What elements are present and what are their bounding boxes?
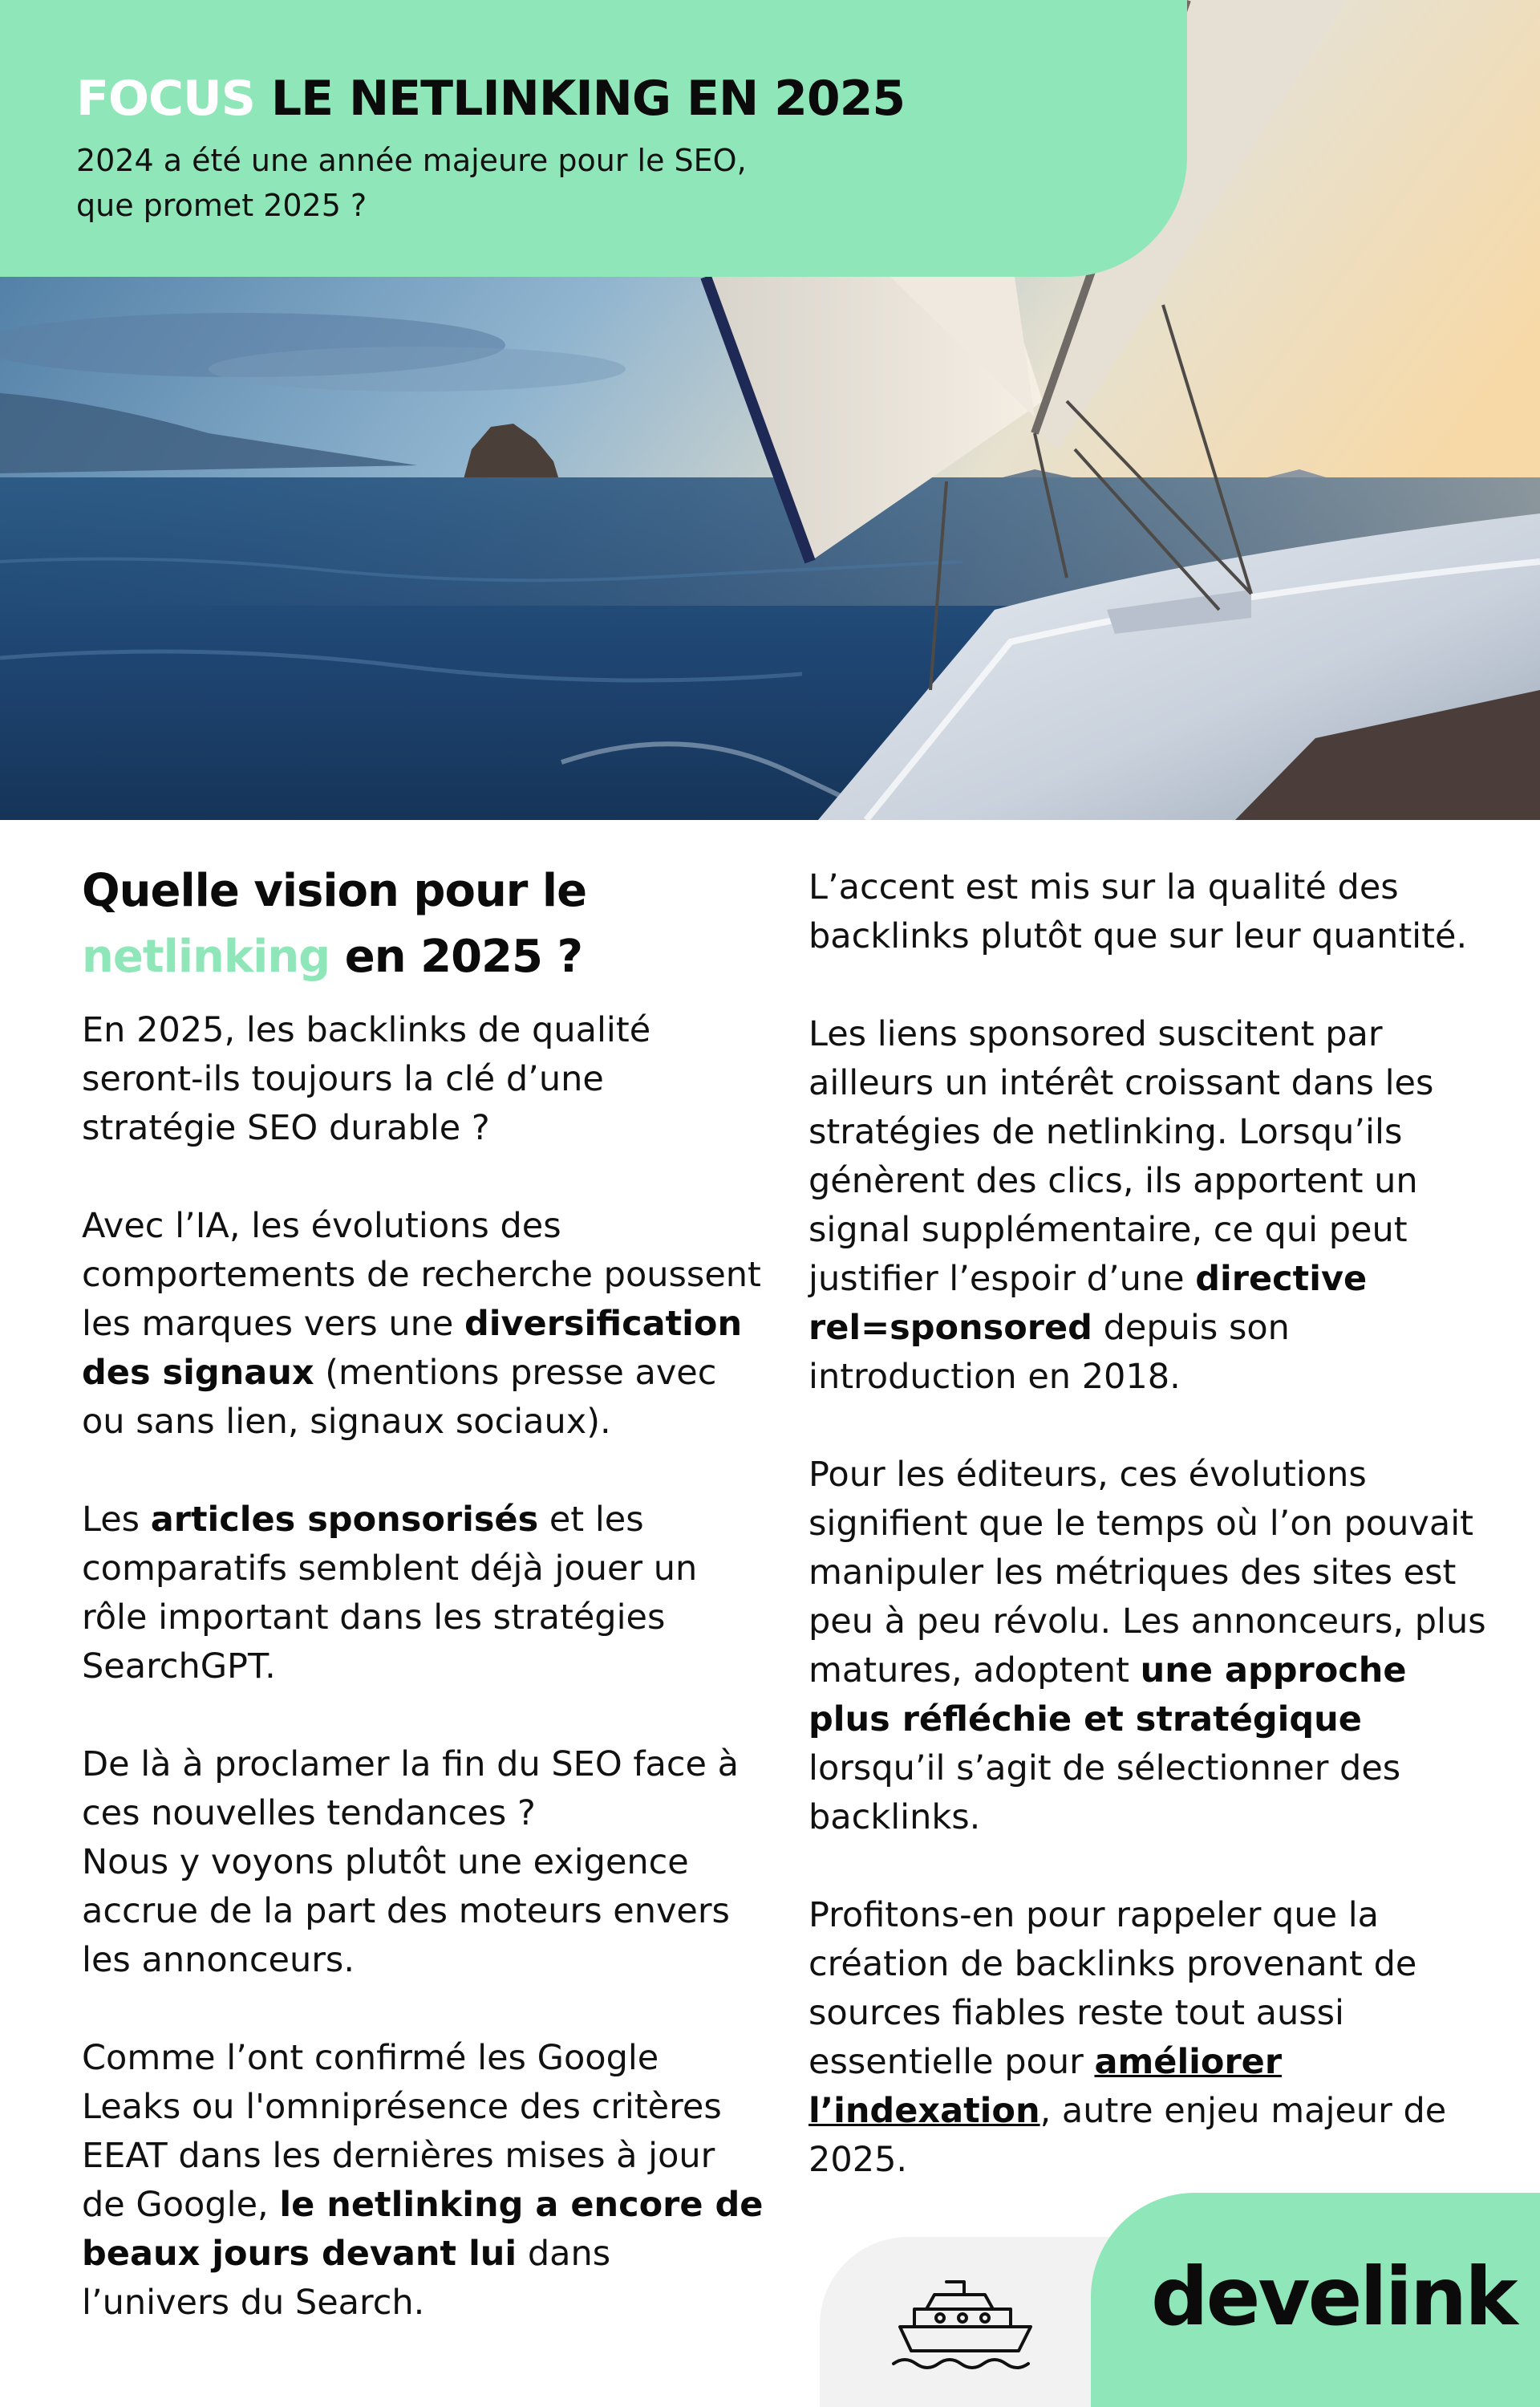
section-heading xyxy=(82,858,764,990)
paragraph-google-leaks xyxy=(82,2034,764,2328)
title-focus-word: FOCUS xyxy=(76,71,255,127)
text-span: De là à proclamer la fin du SEO face à ces nouvelles tendances ? xyxy=(82,1744,739,1833)
develink-logo[interactable]: develink xyxy=(1151,2250,1516,2344)
bold-text: diversification des signaux xyxy=(82,1304,743,1393)
page-title xyxy=(76,71,905,127)
paragraph-sponsored-links xyxy=(808,1010,1498,1402)
paragraph-ia xyxy=(82,1202,764,1447)
paragraph-sponsored xyxy=(82,1496,764,1691)
bold-text: articles sponsorisés xyxy=(150,1500,539,1540)
text-span: Avec l’IA, les évolutions des comportements de recherche poussent les marques vers une xyxy=(82,1206,761,1344)
text-span: lorsqu’il s’agit de sélectionner des backlinks. xyxy=(808,1748,1401,1837)
text-span: , autre enjeu majeur de 2025. xyxy=(808,2091,1447,2180)
subtitle-line-1: 2024 a été une année majeure pour le SEO, xyxy=(76,143,747,178)
text-span: Nous y voyons plutôt une exigence accrue de la part des moteurs envers les annonceurs. xyxy=(82,1842,730,1980)
right-column xyxy=(808,863,1498,2234)
bold-text: une approche plus réfléchie et stratégique xyxy=(808,1650,1407,1739)
page-subtitle xyxy=(76,138,958,228)
text-span: dans l’univers du Search. xyxy=(82,2234,611,2323)
indexation-link[interactable]: améliorer l’indexation xyxy=(808,2042,1283,2131)
left-column xyxy=(82,858,764,2377)
text-span: Comme l’ont confirmé les Google Leaks ou l'omniprésence des critères EEAT dans les dernières mises à jour de Google, xyxy=(82,2038,722,2225)
bold-text: le netlinking a encore de beaux jours devant lui xyxy=(82,2185,764,2274)
text-span: Les liens sponsored suscitent par ailleurs un intérêt croissant dans les stratégies de netlinking. Lorsqu’ils génèrent des clics, ils apportent un signal supplémentaire, ce qui peut justifier l’espoir d’une xyxy=(808,1014,1434,1299)
text-span: Les xyxy=(82,1500,151,1540)
paragraph-seo-end xyxy=(82,1740,764,1985)
text-span: depuis son introduction en 2018. xyxy=(808,1308,1290,1397)
title-main: LE NETLINKING EN 2025 xyxy=(270,71,906,127)
text-span: Pour les éditeurs, ces évolutions signifient que le temps où l’on pouvait manipuler les métriques des sites est peu à peu révolu. Les annonceurs, plus matures, adoptent xyxy=(808,1455,1486,1691)
paragraph-publishers xyxy=(808,1451,1498,1842)
text-span: (mentions presse avec ou sans lien, signaux sociaux). xyxy=(82,1353,717,1442)
paragraph-quality: L’accent est mis sur la qualité des backlinks plutôt que sur leur quantité. xyxy=(808,867,1468,956)
text-span: et les comparatifs semblent déjà jouer un rôle important dans les stratégies SearchGPT. xyxy=(82,1500,698,1687)
subtitle-line-2: que promet 2025 ? xyxy=(76,188,367,223)
heading-part-1: Quelle vision pour le xyxy=(82,865,587,917)
paragraph-indexation xyxy=(808,1891,1498,2185)
text-span: Profitons-en pour rappeler que la création de backlinks provenant de sources fiables reste tout aussi essentielle pour xyxy=(808,1895,1417,2082)
paragraph-intro: En 2025, les backlinks de qualité seront-ils toujours la clé d’une stratégie SEO durable ? xyxy=(82,1010,651,1148)
ship-icon xyxy=(890,2277,1039,2372)
heading-accent: netlinking xyxy=(82,931,330,983)
heading-part-2: en 2025 ? xyxy=(330,931,582,983)
header-banner xyxy=(0,0,1187,277)
bold-text: directive rel=sponsored xyxy=(808,1259,1368,1348)
